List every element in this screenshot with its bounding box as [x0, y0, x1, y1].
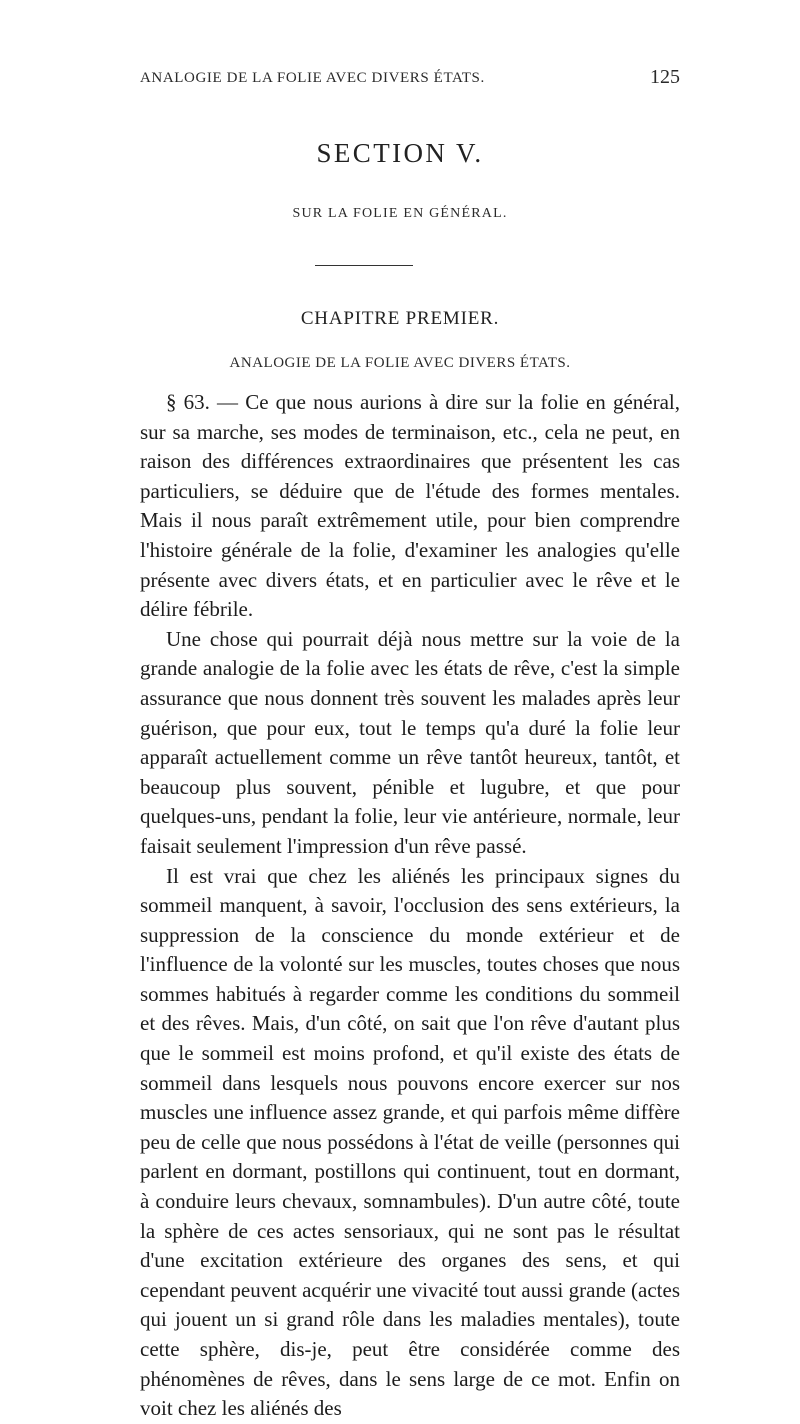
paragraph-sleep-signs: Il est vrai que chez les aliénés les principaux signes du sommeil manquent, à savoir, l'occlusion des sens extérieurs, la suppression de la conscience du monde extérieur et de l'influence de la volonté sur les muscles, toutes choses que nous sommes habitués à regarder comme les conditions du sommeil et des rêves. Mais, d'un côté, on sait que l'on rêve d'autant plus que le sommeil est moins profond, et qu'il existe des états de sommeil dans lesquels nous pouvons encore exercer sur nos muscles une influence assez grande, et qui parfois même diffère peu de celle que nous possédons à l'état de veille (personnes qui parlent en dormant, postillons qui continuent, tout en dormant, à conduire leurs chevaux, somnambules). D'un autre côté, toute la sphère de ces actes sensoriaux, qui ne sont pas le résultat d'une excitation extérieure des organes des sens, et qui cependant peuvent acquérir une vivacité tout aussi grande (actes qui jouent un si grand rôle dans les maladies mentales), toute cette sphère, dis-je, peut être considérée comme des phénomènes de rêves, dans le sens large de ce mot. Enfin on voit chez les aliénés des [140, 863, 680, 1421]
chapter-title: CHAPITRE PREMIER. [300, 308, 500, 329]
separator-rule [315, 265, 413, 266]
body-text [140, 388, 680, 1424]
paragraph-63: § 63. — Ce que nous aurions à dire sur la folie en général, sur sa marche, ses modes de terminaison, etc., cela ne peut, en raison des différences extraordinaires que présentent les cas particuliers, se déduire que de l'étude des formes mentales. Mais il nous paraît extrêmement utile, pour bien comprendre l'histoire générale de la folie, d'examiner les analogies qu'elle présente avec divers états, et en particulier avec le rêve et le délire fébrile. [140, 390, 680, 622]
running-title: ANALOGIE DE LA FOLIE AVEC DIVERS ÉTATS. [140, 70, 485, 86]
section-title: SECTION V. [316, 138, 484, 168]
chapter-subtitle: ANALOGIE DE LA FOLIE AVEC DIVERS ÉTATS. [229, 355, 571, 371]
paragraph-rêve-analogy: Une chose qui pourrait déjà nous mettre sur la voie de la grande analogie de la folie avec les états de rêve, c'est la simple assurance que nous donnent très souvent les malades après leur guérison, que pour eux, tout le temps qu'a duré la folie leur apparaît actuellement comme un rêve tantôt heureux, tantôt, et beaucoup plus souvent, pénible et lugubre, et que pour quelques-uns, pendant la folie, leur vie antérieure, normale, leur faisait seulement l'impression d'un rêve passé. [140, 626, 680, 858]
running-head [140, 66, 680, 96]
section-subtitle: SUR LA FOLIE EN GÉNÉRAL. [292, 206, 508, 221]
page-number: 125 [650, 66, 680, 88]
